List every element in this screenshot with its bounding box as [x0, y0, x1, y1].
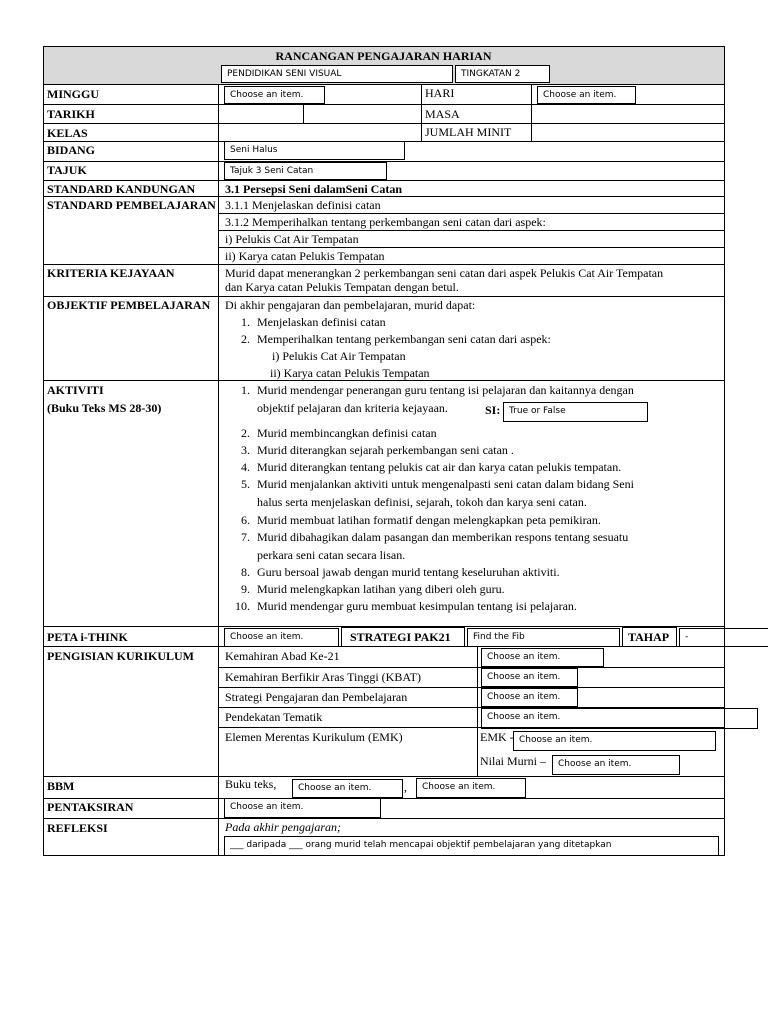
abad21-label: Kemahiran Abad Ke-21 [225, 649, 340, 663]
aktiviti-item [230, 442, 710, 460]
aktiviti-item-number: 5. [241, 477, 250, 491]
aktiviti-item-number: 3. [241, 443, 250, 457]
aktiviti-item-number: 2. [241, 426, 250, 440]
emk-label: EMK - [480, 730, 514, 744]
subject-field[interactable]: PENDIDIKAN SENI VISUAL [221, 65, 453, 83]
label-tarikh: TARIKH [47, 107, 95, 121]
kbat-label: Kemahiran Berfikir Aras Tinggi (KBAT) [225, 670, 421, 684]
emk-section-label: Elemen Merentas Kurikulum (EMK) [225, 730, 403, 744]
aktiviti-item-text: Murid membincangkan definisi catan [257, 426, 437, 440]
aktiviti-item-text: Murid melengkapkan latihan yang diberi oleh guru. [257, 582, 505, 596]
bbm-text: Buku teks, [225, 777, 277, 791]
bbm-separator: , [404, 780, 407, 794]
nilai-label: Nilai Murni – [480, 754, 546, 768]
emk-select[interactable]: Choose an item. [513, 731, 716, 751]
aktiviti-item-text: perkara seni catan secara lisan. [257, 547, 406, 562]
aktiviti-item [230, 459, 710, 477]
label-minggu: MINGGU [47, 87, 99, 101]
aktiviti-item [230, 529, 710, 564]
aktiviti-item [230, 512, 710, 530]
label-pentaksiran: PENTAKSIRAN [47, 800, 134, 814]
kriteria-line-1: Murid dapat menerangkan 2 perkembangan seni catan dari aspek Pelukis Cat Air Tempatan [225, 266, 664, 280]
si-label: SI: [485, 403, 501, 417]
label-pengisian: PENGISIAN KURIKULUM [47, 649, 195, 663]
aktiviti-item-text: Murid diterangkan sejarah perkembangan seni catan . [257, 443, 514, 457]
aktiviti-item-number: 7. [241, 530, 250, 544]
nilai-select[interactable]: Choose an item. [552, 755, 680, 775]
kbat-select[interactable]: Choose an item. [481, 668, 578, 687]
bbm-select-1[interactable]: Choose an item. [292, 779, 403, 798]
strategi-pp-label: Strategi Pengajaran dan Pembelajaran [225, 690, 408, 704]
label-peta: PETA i-THINK [47, 630, 128, 644]
label-kelas: KELAS [47, 126, 88, 140]
aktiviti-item [230, 581, 710, 599]
tematik-label: Pendekatan Tematik [225, 710, 323, 724]
label-standard-pembelajaran: STANDARD PEMBELAJARAN [47, 198, 216, 212]
label-refleksi: REFLEKSI [47, 821, 108, 835]
aktiviti-item-number: 8. [241, 565, 250, 579]
aktiviti-item [230, 564, 710, 582]
label-tajuk: TAJUK [47, 163, 87, 177]
label-objektif: OBJEKTIF PEMBELAJARAN [47, 298, 211, 312]
refleksi-field[interactable]: ___ daripada ___ orang murid telah mencapai objektif pembelajaran yang ditetapkan [224, 836, 719, 856]
tematik-select[interactable]: Choose an item. [481, 708, 758, 729]
label-tahap: TAHAP [628, 630, 670, 644]
hari-select[interactable]: Choose an item. [537, 86, 636, 104]
pentaksiran-select[interactable]: Choose an item. [224, 798, 381, 818]
si-field[interactable]: True or False [503, 402, 648, 422]
label-aktiviti-sub: (Buku Teks MS 28-30) [47, 401, 162, 415]
bbm-select-2[interactable]: Choose an item. [416, 778, 526, 798]
sp-line-2: 3.1.2 Memperihalkan tentang perkembangan seni catan dari aspek: [225, 215, 546, 229]
peta-select[interactable]: Choose an item. [224, 628, 339, 647]
label-kriteria: KRITERIA KEJAYAAN [47, 266, 175, 280]
abad21-select[interactable]: Choose an item. [481, 648, 604, 667]
sp-line-4: ii) Karya catan Pelukis Tempatan [225, 249, 385, 263]
bidang-field[interactable]: Seni Halus [224, 141, 405, 160]
refleksi-text: Pada akhir pengajaran; [225, 820, 341, 834]
aktiviti-item-number: 1. [241, 383, 250, 397]
page-title: RANCANGAN PENGAJARAN HARIAN [275, 49, 492, 63]
aktiviti-item-number: 4. [241, 460, 250, 474]
tahap-field[interactable]: - [679, 628, 768, 647]
aktiviti-item-text: Guru bersoal jawab dengan murid tentang keseluruhan aktiviti. [257, 565, 560, 579]
aktiviti-item-text: Murid mendengar guru membuat kesimpulan tentang isi pelajaran. [257, 599, 577, 613]
list-item: 1. Menjelaskan definisi catan [241, 315, 386, 329]
aktiviti-item-text: objektif pelajaran dan kriteria kejayaan. [257, 400, 448, 415]
aktiviti-item [230, 425, 710, 443]
kriteria-line-2: dan Karya catan Pelukis Tempatan dengan betul. [225, 280, 459, 294]
aktiviti-item-text: halus serta menjelaskan definisi, sejarah, tokoh dan karya seni catan. [257, 494, 587, 509]
aktiviti-item-text: Murid membuat latihan formatif dengan melengkapkan peta pemikiran. [257, 513, 601, 527]
strategi-pp-select[interactable]: Choose an item. [481, 688, 578, 707]
label-hari: HARI [425, 86, 455, 100]
aktiviti-item-number: 6. [241, 513, 250, 527]
aktiviti-item-text: Murid mendengar penerangan guru tentang isi pelajaran dan kaitannya dengan [257, 383, 634, 397]
label-standard-kandungan: STANDARD KANDUNGAN [47, 182, 196, 196]
label-jumlah-minit: JUMLAH MINIT [425, 125, 512, 139]
label-strategi: STRATEGI PAK21 [350, 630, 451, 644]
label-bidang: BIDANG [47, 143, 96, 157]
aktiviti-item-text: Murid menjalankan aktiviti untuk mengenalpasti seni catan dalam bidang Seni [257, 477, 634, 491]
label-masa: MASA [425, 107, 460, 121]
minggu-select[interactable]: Choose an item. [224, 86, 325, 104]
list-item: 2. Memperihalkan tentang perkembangan seni catan dari aspek: [241, 332, 551, 346]
strategi-field[interactable]: Find the Fib [467, 628, 620, 647]
objektif-subitem-2: ii) Karya catan Pelukis Tempatan [270, 366, 430, 380]
label-aktiviti: AKTIVITI [47, 383, 104, 397]
standard-kandungan-text: 3.1 Persepsi Seni dalamSeni Catan [225, 182, 403, 196]
sp-line-1: 3.1.1 Menjelaskan definisi catan [225, 198, 381, 212]
label-bbm: BBM [47, 779, 75, 793]
aktiviti-item [230, 476, 710, 511]
aktiviti-item-text: Murid diterangkan tentang pelukis cat air dan karya catan pelukis tempatan. [257, 460, 622, 474]
objektif-subitem-1: i) Pelukis Cat Air Tempatan [272, 349, 406, 363]
sp-line-3: i) Pelukis Cat Air Tempatan [225, 232, 359, 246]
aktiviti-item-text: Murid dibahagikan dalam pasangan dan memberikan respons tentang sesuatu [257, 530, 629, 544]
aktiviti-item-number: 9. [241, 582, 250, 596]
level-field[interactable]: TINGKATAN 2 [455, 65, 550, 83]
aktiviti-item [230, 598, 710, 616]
tajuk-field[interactable]: Tajuk 3 Seni Catan [224, 162, 387, 180]
aktiviti-item-number: 10. [235, 599, 250, 613]
objektif-intro: Di akhir pengajaran dan pembelajaran, murid dapat: [225, 298, 476, 312]
